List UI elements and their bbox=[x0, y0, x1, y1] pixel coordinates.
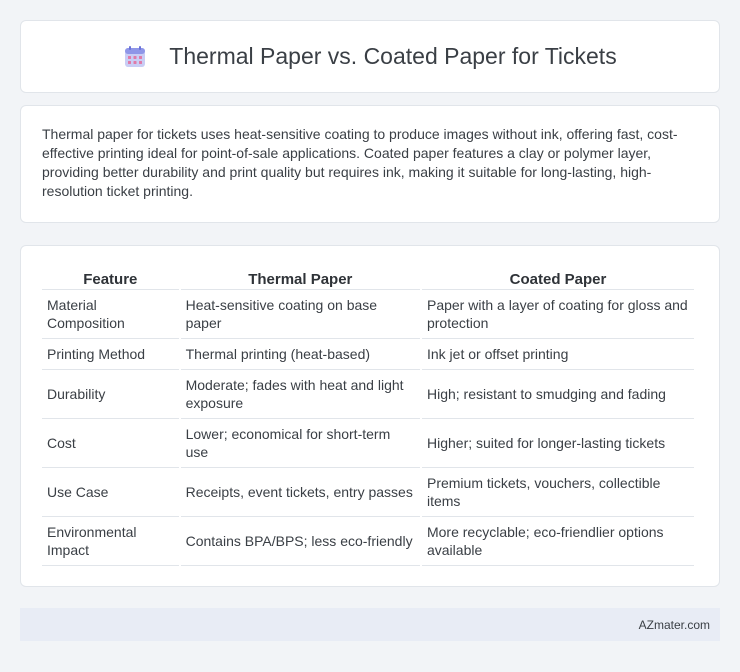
summary-card bbox=[20, 105, 720, 223]
table-row bbox=[42, 419, 694, 468]
feature-cell: Durability bbox=[42, 370, 179, 419]
column-header-feature: Feature bbox=[42, 266, 179, 290]
feature-cell: Material Composition bbox=[42, 290, 179, 339]
footer-bar bbox=[20, 608, 720, 641]
feature-cell: Use Case bbox=[42, 468, 179, 517]
calendar-icon bbox=[123, 45, 147, 69]
table-row bbox=[42, 517, 694, 566]
coated-cell: More recyclable; eco-friendlier options available bbox=[422, 517, 694, 566]
comparison-table bbox=[40, 266, 696, 566]
page-title: Thermal Paper vs. Coated Paper for Tickets bbox=[169, 43, 617, 69]
coated-cell: Premium tickets, vouchers, collectible items bbox=[422, 468, 694, 517]
column-header-thermal: Thermal Paper bbox=[181, 266, 420, 290]
feature-cell: Environmental Impact bbox=[42, 517, 179, 566]
feature-cell: Cost bbox=[42, 419, 179, 468]
thermal-cell: Lower; economical for short-term use bbox=[181, 419, 420, 468]
thermal-cell: Receipts, event tickets, entry passes bbox=[181, 468, 420, 517]
thermal-cell: Thermal printing (heat-based) bbox=[181, 339, 420, 370]
coated-cell: Ink jet or offset printing bbox=[422, 339, 694, 370]
thermal-cell: Heat-sensitive coating on base paper bbox=[181, 290, 420, 339]
coated-cell: High; resistant to smudging and fading bbox=[422, 370, 694, 419]
summary-text: Thermal paper for tickets uses heat-sensitive coating to produce images without ink, offering fast, cost-effective printing ideal for point-of-sale applications. Coated paper features a clay or polymer layer, providing better durability and print quality but requires ink, making it suitable for long-lasting, high-resolution ticket printing. bbox=[42, 126, 678, 199]
column-header-coated: Coated Paper bbox=[422, 266, 694, 290]
thermal-cell: Moderate; fades with heat and light exposure bbox=[181, 370, 420, 419]
footer-brand-link[interactable]: AZmater.com bbox=[638, 617, 710, 632]
feature-cell: Printing Method bbox=[42, 339, 179, 370]
table-row bbox=[42, 468, 694, 517]
thermal-cell: Contains BPA/BPS; less eco-friendly bbox=[181, 517, 420, 566]
table-header-row bbox=[42, 266, 694, 290]
table-row bbox=[42, 290, 694, 339]
table-row bbox=[42, 339, 694, 370]
coated-cell: Paper with a layer of coating for gloss and protection bbox=[422, 290, 694, 339]
coated-cell: Higher; suited for longer-lasting tickets bbox=[422, 419, 694, 468]
comparison-card bbox=[20, 245, 720, 587]
table-row bbox=[42, 370, 694, 419]
title-card bbox=[20, 20, 720, 93]
